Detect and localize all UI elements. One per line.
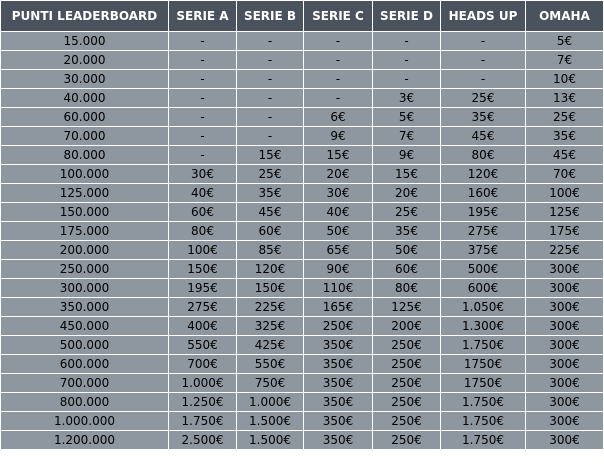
cell-serie-c: 30€ [304,184,373,203]
cell-punti: 70.000 [1,127,169,146]
cell-omaha: 13€ [526,89,604,108]
cell-serie-b: 35€ [237,184,304,203]
table-row [1,374,604,393]
header-heads-up: HEADS UP [441,1,526,32]
table-row [1,279,604,298]
cell-serie-c: 65€ [304,241,373,260]
header-serie-c: SERIE C [304,1,373,32]
table-row [1,32,604,51]
cell-heads-up: 600€ [441,279,526,298]
table-body [1,32,604,450]
cell-serie-d: 250€ [373,374,441,393]
cell-omaha: 175€ [526,222,604,241]
cell-punti: 15.000 [1,32,169,51]
cell-punti: 200.000 [1,241,169,260]
cell-omaha: 300€ [526,412,604,431]
cell-serie-d: 15€ [373,165,441,184]
header-punti-leaderboard: PUNTI LEADERBOARD [1,1,169,32]
cell-serie-a: - [169,108,237,127]
cell-heads-up: 80€ [441,146,526,165]
cell-serie-b: 85€ [237,241,304,260]
cell-serie-a: 40€ [169,184,237,203]
cell-serie-a: 550€ [169,336,237,355]
cell-serie-d: 35€ [373,222,441,241]
cell-heads-up: - [441,70,526,89]
cell-serie-b: 120€ [237,260,304,279]
cell-serie-d: 250€ [373,355,441,374]
cell-omaha: 5€ [526,32,604,51]
cell-omaha: 35€ [526,127,604,146]
cell-serie-d: 125€ [373,298,441,317]
cell-serie-c: 350€ [304,431,373,450]
cell-serie-d: 20€ [373,184,441,203]
cell-omaha: 125€ [526,203,604,222]
cell-serie-b: - [237,108,304,127]
cell-punti: 30.000 [1,70,169,89]
cell-serie-b: 25€ [237,165,304,184]
cell-punti: 1.200.000 [1,431,169,450]
cell-punti: 20.000 [1,51,169,70]
table-row [1,298,604,317]
cell-serie-a: 1.750€ [169,412,237,431]
table-row [1,260,604,279]
cell-serie-c: 110€ [304,279,373,298]
cell-serie-a: 275€ [169,298,237,317]
cell-serie-c: 250€ [304,317,373,336]
cell-omaha: 70€ [526,165,604,184]
cell-serie-d: 9€ [373,146,441,165]
cell-serie-a: - [169,32,237,51]
cell-serie-b: 425€ [237,336,304,355]
cell-serie-d: 60€ [373,260,441,279]
cell-punti: 100.000 [1,165,169,184]
cell-omaha: 300€ [526,279,604,298]
table-row [1,146,604,165]
cell-serie-d: 80€ [373,279,441,298]
cell-serie-c: 15€ [304,146,373,165]
cell-serie-d: 200€ [373,317,441,336]
cell-serie-d: 5€ [373,108,441,127]
cell-serie-b: 1.500€ [237,431,304,450]
cell-heads-up: 120€ [441,165,526,184]
cell-punti: 800.000 [1,393,169,412]
cell-omaha: 7€ [526,51,604,70]
cell-serie-d: 250€ [373,393,441,412]
cell-punti: 125.000 [1,184,169,203]
cell-omaha: 10€ [526,70,604,89]
cell-punti: 700.000 [1,374,169,393]
cell-heads-up: - [441,32,526,51]
cell-serie-c: - [304,89,373,108]
cell-serie-b: 225€ [237,298,304,317]
header-serie-d: SERIE D [373,1,441,32]
cell-omaha: 300€ [526,260,604,279]
cell-punti: 350.000 [1,298,169,317]
cell-heads-up: 35€ [441,108,526,127]
cell-heads-up: 160€ [441,184,526,203]
cell-serie-b: - [237,70,304,89]
cell-heads-up: 1750€ [441,355,526,374]
cell-serie-b: - [237,89,304,108]
table-row [1,203,604,222]
table-row [1,70,604,89]
table-row [1,241,604,260]
cell-serie-a: 100€ [169,241,237,260]
cell-serie-c: 350€ [304,374,373,393]
table-row [1,184,604,203]
cell-serie-b: 60€ [237,222,304,241]
table-row [1,108,604,127]
cell-serie-a: - [169,89,237,108]
header-omaha: OMAHA [526,1,604,32]
cell-serie-a: 700€ [169,355,237,374]
cell-punti: 300.000 [1,279,169,298]
cell-serie-d: - [373,51,441,70]
cell-serie-c: 40€ [304,203,373,222]
cell-serie-c: 165€ [304,298,373,317]
cell-serie-d: 250€ [373,336,441,355]
cell-serie-a: 30€ [169,165,237,184]
table-row [1,355,604,374]
cell-heads-up: 1.300€ [441,317,526,336]
cell-serie-a: 400€ [169,317,237,336]
table-row [1,127,604,146]
cell-serie-d: - [373,70,441,89]
cell-omaha: 300€ [526,374,604,393]
cell-serie-d: 250€ [373,412,441,431]
cell-serie-b: 1.000€ [237,393,304,412]
cell-serie-b: - [237,127,304,146]
cell-serie-a: - [169,146,237,165]
cell-heads-up: 275€ [441,222,526,241]
cell-serie-d: - [373,32,441,51]
cell-punti: 250.000 [1,260,169,279]
cell-omaha: 100€ [526,184,604,203]
cell-serie-a: 2.500€ [169,431,237,450]
cell-serie-c: 6€ [304,108,373,127]
table-row [1,336,604,355]
cell-serie-a: 1.000€ [169,374,237,393]
table-row [1,431,604,450]
table-row [1,165,604,184]
table-row [1,222,604,241]
cell-omaha: 300€ [526,336,604,355]
cell-serie-d: 7€ [373,127,441,146]
cell-serie-a: - [169,70,237,89]
cell-omaha: 300€ [526,355,604,374]
table-row [1,51,604,70]
cell-punti: 40.000 [1,89,169,108]
cell-serie-c: 20€ [304,165,373,184]
cell-serie-b: - [237,51,304,70]
cell-heads-up: 1.750€ [441,431,526,450]
cell-serie-a: 1.250€ [169,393,237,412]
cell-serie-b: 750€ [237,374,304,393]
cell-punti: 450.000 [1,317,169,336]
cell-serie-a: 150€ [169,260,237,279]
cell-punti: 80.000 [1,146,169,165]
cell-omaha: 45€ [526,146,604,165]
header-serie-a: SERIE A [169,1,237,32]
cell-heads-up: 1.750€ [441,393,526,412]
cell-serie-b: 550€ [237,355,304,374]
cell-punti: 175.000 [1,222,169,241]
cell-serie-b: 1.500€ [237,412,304,431]
cell-serie-c: - [304,51,373,70]
table-row [1,317,604,336]
cell-serie-d: 25€ [373,203,441,222]
cell-omaha: 25€ [526,108,604,127]
cell-serie-c: - [304,32,373,51]
cell-heads-up: 195€ [441,203,526,222]
cell-serie-a: 80€ [169,222,237,241]
cell-heads-up: 25€ [441,89,526,108]
cell-heads-up: 45€ [441,127,526,146]
cell-omaha: 300€ [526,393,604,412]
cell-heads-up: 1750€ [441,374,526,393]
cell-heads-up: 375€ [441,241,526,260]
table-row [1,412,604,431]
cell-heads-up: 1.050€ [441,298,526,317]
cell-punti: 1.000.000 [1,412,169,431]
cell-heads-up: 1.750€ [441,336,526,355]
cell-serie-b: 15€ [237,146,304,165]
cell-serie-c: 9€ [304,127,373,146]
cell-punti: 600.000 [1,355,169,374]
cell-serie-a: 195€ [169,279,237,298]
cell-serie-c: 350€ [304,336,373,355]
cell-serie-b: 150€ [237,279,304,298]
cell-omaha: 300€ [526,431,604,450]
cell-serie-b: 325€ [237,317,304,336]
cell-serie-a: 60€ [169,203,237,222]
cell-heads-up: - [441,51,526,70]
cell-heads-up: 500€ [441,260,526,279]
cell-punti: 500.000 [1,336,169,355]
cell-omaha: 300€ [526,317,604,336]
cell-omaha: 300€ [526,298,604,317]
cell-serie-c: 350€ [304,412,373,431]
cell-serie-c: 90€ [304,260,373,279]
cell-serie-b: 45€ [237,203,304,222]
cell-serie-c: 350€ [304,393,373,412]
header-serie-b: SERIE B [237,1,304,32]
table-row [1,393,604,412]
cell-punti: 60.000 [1,108,169,127]
cell-serie-d: 250€ [373,431,441,450]
cell-heads-up: 1.750€ [441,412,526,431]
cell-serie-d: 3€ [373,89,441,108]
cell-serie-c: - [304,70,373,89]
cell-serie-c: 350€ [304,355,373,374]
cell-serie-d: 50€ [373,241,441,260]
cell-serie-a: - [169,51,237,70]
cell-omaha: 225€ [526,241,604,260]
header-row [1,1,604,32]
cell-serie-c: 50€ [304,222,373,241]
cell-punti: 150.000 [1,203,169,222]
cell-serie-a: - [169,127,237,146]
cell-serie-b: - [237,32,304,51]
table-row [1,89,604,108]
